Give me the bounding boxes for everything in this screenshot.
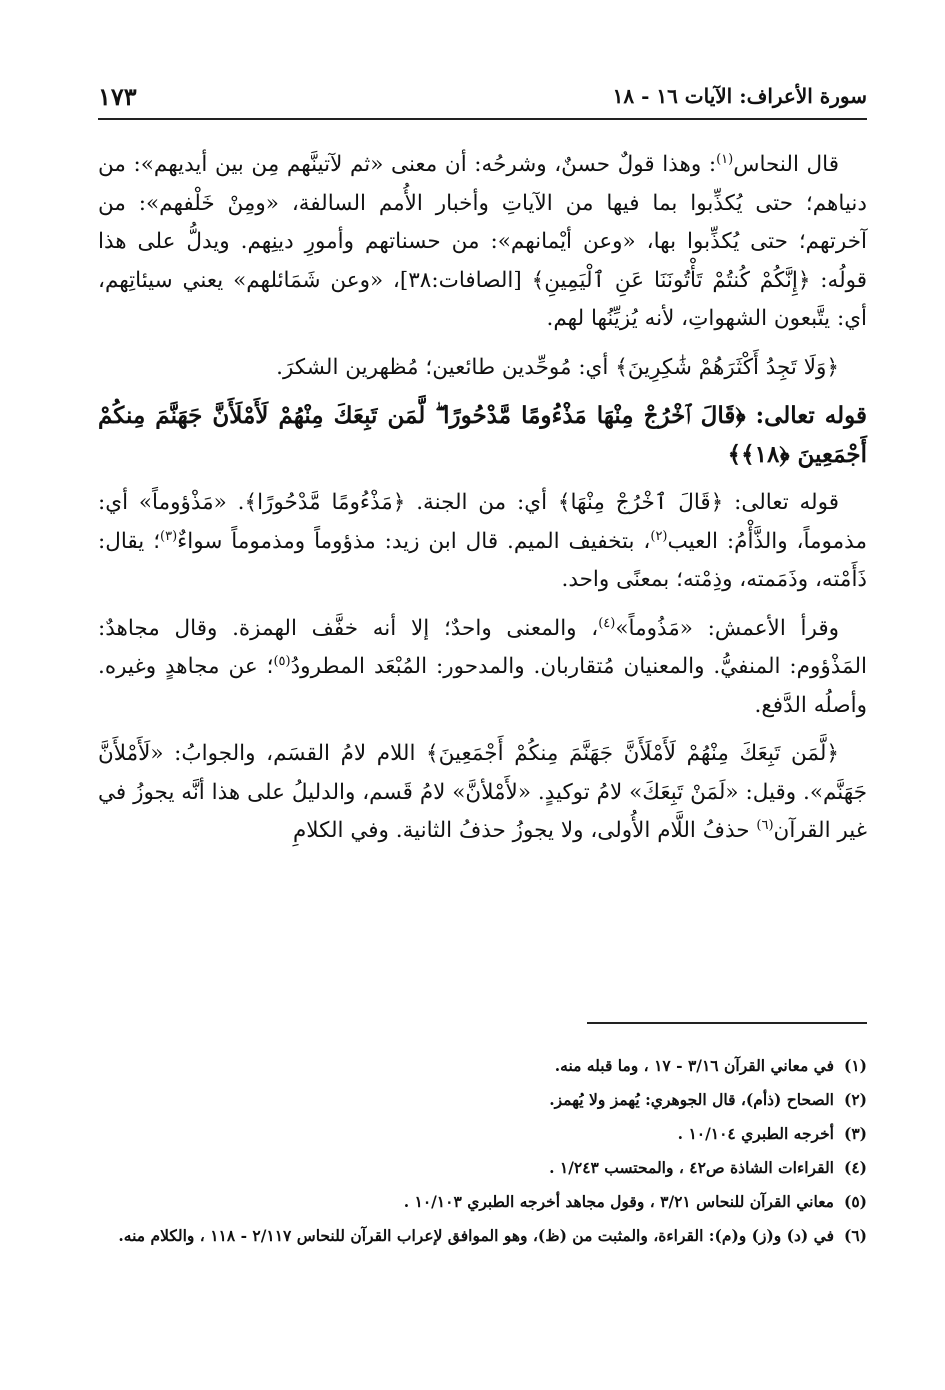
footnote: (٦)في (د) و(ز) و(م): القراءة، والمثبت من (ظ)، وهو الموافق لإعراب القرآن للنحاس ٢/١١٧ - ١١٨ ، والكلام منه. [118, 1226, 867, 1245]
footnote-ref-5[interactable]: (٥) [273, 653, 291, 669]
paragraph-4: وقرأ الأعمش: «مَذُوماً»$^{(٤)}$، والمعنى واحدٌ؛ إلا أنه خفَّف الهمزة. وقال مجاهدٌ: المَذْؤوم: المنفيُّ. والمعنيان مُتقاربان. والمدحور: المُبْعَد المطرودُ$^{(٥)}$؛ عن مجاهدٍ وغيره. وأصلُه الدَّفع. [98, 615, 867, 718]
footnote: (٥)معاني القرآن للنحاس ٣/٢١ ، وقول مجاهد أخرجه الطبري ١٠/١٠٣ . [403, 1192, 867, 1211]
footnote: (١)في معاني القرآن ٣/١٦ - ١٧ ، وما قبله منه. [554, 1056, 867, 1075]
paragraph-3: قوله تعالى: ﴿قَالَ ٱخْرُجْ مِنْهَا﴾ أي: من الجنة. ﴿مَذْءُومًا مَّدْحُورًا﴾. «مَذْؤوماً» أي: مذموماً، والذَّأْمُ: العيب$^{(٢)}$، بتخفيف الميم. قال ابن زيد: مذؤوماً ومذموماً سواءٌ$^{(٣)}$؛ يقال: ذَأَمْته، وذَمَمته، وذِمْته؛ بمعنًى واحد. [98, 490, 867, 592]
footnote: (٤)القراءات الشاذة ص٤٢ ، والمحتسب ١/٢٤٣ . [549, 1158, 867, 1177]
main-text [98, 146, 867, 861]
footnote: (٢)الصحاح (ذأم)، قال الجوهري: يُهمز ولا يُهمز. [549, 1090, 867, 1109]
paragraph-2: ﴿وَلَا تَجِدُ أَكْثَرَهُمْ شَٰكِرِينَ﴾ أي: مُوحِّدين طائعين؛ مُظهرين الشكرَ. [276, 354, 839, 380]
running-title: سورة الأعراف: الآيات ١٦ - ١٨ [612, 84, 867, 108]
footnote-ref-4[interactable]: (٤) [598, 615, 616, 631]
page-number: ١٧٣ [98, 81, 137, 111]
footnote-ref-3[interactable]: (٣) [160, 528, 178, 544]
footnotes [98, 1052, 867, 1256]
footnote-ref-2[interactable]: (٢) [650, 528, 668, 544]
footnote-ref-1[interactable]: (١) [716, 151, 734, 167]
footnote-separator [587, 1022, 867, 1024]
paragraph-5: ﴿لَّمَن تَبِعَكَ مِنْهُمْ لَأَمْلَأَنَّ جَهَنَّمَ مِنكُمْ أَجْمَعِينَ﴾ اللام لامُ القسَم، والجوابُ: «لَأَمْلأَنَّ جَهَنَّم». وقيل: «لَمَنْ تَبِعَكَ» لامُ توكيدٍ. «لأَمْلأنَّ» لامُ قَسم، والدليلُ على هذا أنَّه يجوزُ في غير القرآن$^{(٦)}$ حذفُ اللَّام الأُولى، ولا يجوزُ حذفُ الثانية. وفي الكلامِ [98, 741, 867, 843]
footnote: (٣)أخرجه الطبري ١٠/١٠٤ . [677, 1124, 867, 1143]
paragraph-1: قال النحاس$^{(١)}$: وهذا قولٌ حسنٌ، وشرحُه: أن معنى «ثم لآتينَّهم مِن بين أيديهم»: من دنياهم؛ حتى يُكذِّبوا بما فيها من الآياتِ وأخبار الأُمم السالفة، «ومِنْ خَلْفهم»: من آخرتهم؛ حتى يُكذِّبوا بها، «وعن أيْمانهم»: من حسناتهم وأمورِ دينِهم. ويدلُّ على هذا قولُه: ﴿إِنَّكُمْ كُنتُمْ تَأْتُونَنَا عَنِ ٱلْيَمِينِ﴾ [الصافات:٣٨]، «وعن شَمَائلهم» يعني سيئاتِهم، أي: يتَّبعون الشهواتِ، لأنه يُزيِّنُها لهم. [98, 151, 868, 331]
footnote-ref-6[interactable]: (٦) [756, 817, 774, 833]
page-header [98, 74, 867, 120]
verse-heading: قوله تعالى: ﴿قَالَ ٱخْرُجْ مِنْهَا مَذْءُومًا مَّدْحُورًا ۖ لَّمَن تَبِعَكَ مِنْهُمْ لَأَمْلَأَنَّ جَهَنَّمَ مِنكُمْ أَجْمَعِينَ ﴿١٨﴾﴾ [98, 402, 867, 468]
